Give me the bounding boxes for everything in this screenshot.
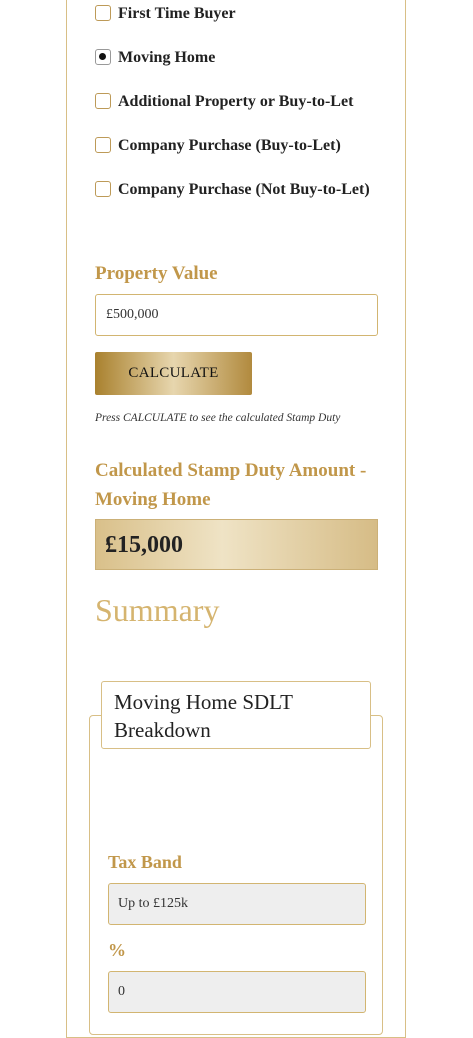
tax-band-label: Tax Band: [108, 852, 182, 872]
option-moving-home[interactable]: [95, 44, 385, 72]
result-label: Calculated Stamp Duty Amount - Moving Home: [95, 460, 367, 510]
breakdown-title: Moving Home SDLT Breakdown: [101, 681, 371, 749]
checkbox-icon[interactable]: [95, 181, 111, 197]
option-additional-property[interactable]: [95, 88, 385, 116]
checkbox-icon[interactable]: [95, 93, 111, 109]
option-company-not-btl[interactable]: [95, 176, 385, 204]
percent-field[interactable]: [108, 971, 366, 1013]
percent-label: %: [108, 940, 126, 960]
checkbox-icon[interactable]: [95, 5, 111, 21]
stamp-duty-amount: £15,000: [95, 519, 378, 570]
property-value-label: Property Value: [95, 263, 218, 284]
option-label: Additional Property or Buy-to-Let: [118, 93, 354, 110]
option-label: First Time Buyer: [118, 5, 236, 22]
calculate-button[interactable]: CALCULATE: [95, 352, 252, 395]
option-label: Company Purchase (Buy-to-Let): [118, 137, 341, 154]
option-company-btl[interactable]: [95, 132, 385, 160]
calculate-hint: Press CALCULATE to see the calculated Stamp Duty: [95, 412, 341, 424]
tax-band-field[interactable]: [108, 883, 366, 925]
option-label: Moving Home: [118, 49, 216, 66]
property-value-input[interactable]: [95, 294, 378, 336]
summary-heading: Summary: [95, 592, 220, 628]
radio-selected-icon[interactable]: [95, 49, 111, 65]
checkbox-icon[interactable]: [95, 137, 111, 153]
option-first-time-buyer[interactable]: [95, 0, 385, 28]
option-label: Company Purchase (Not Buy-to-Let): [118, 181, 370, 198]
